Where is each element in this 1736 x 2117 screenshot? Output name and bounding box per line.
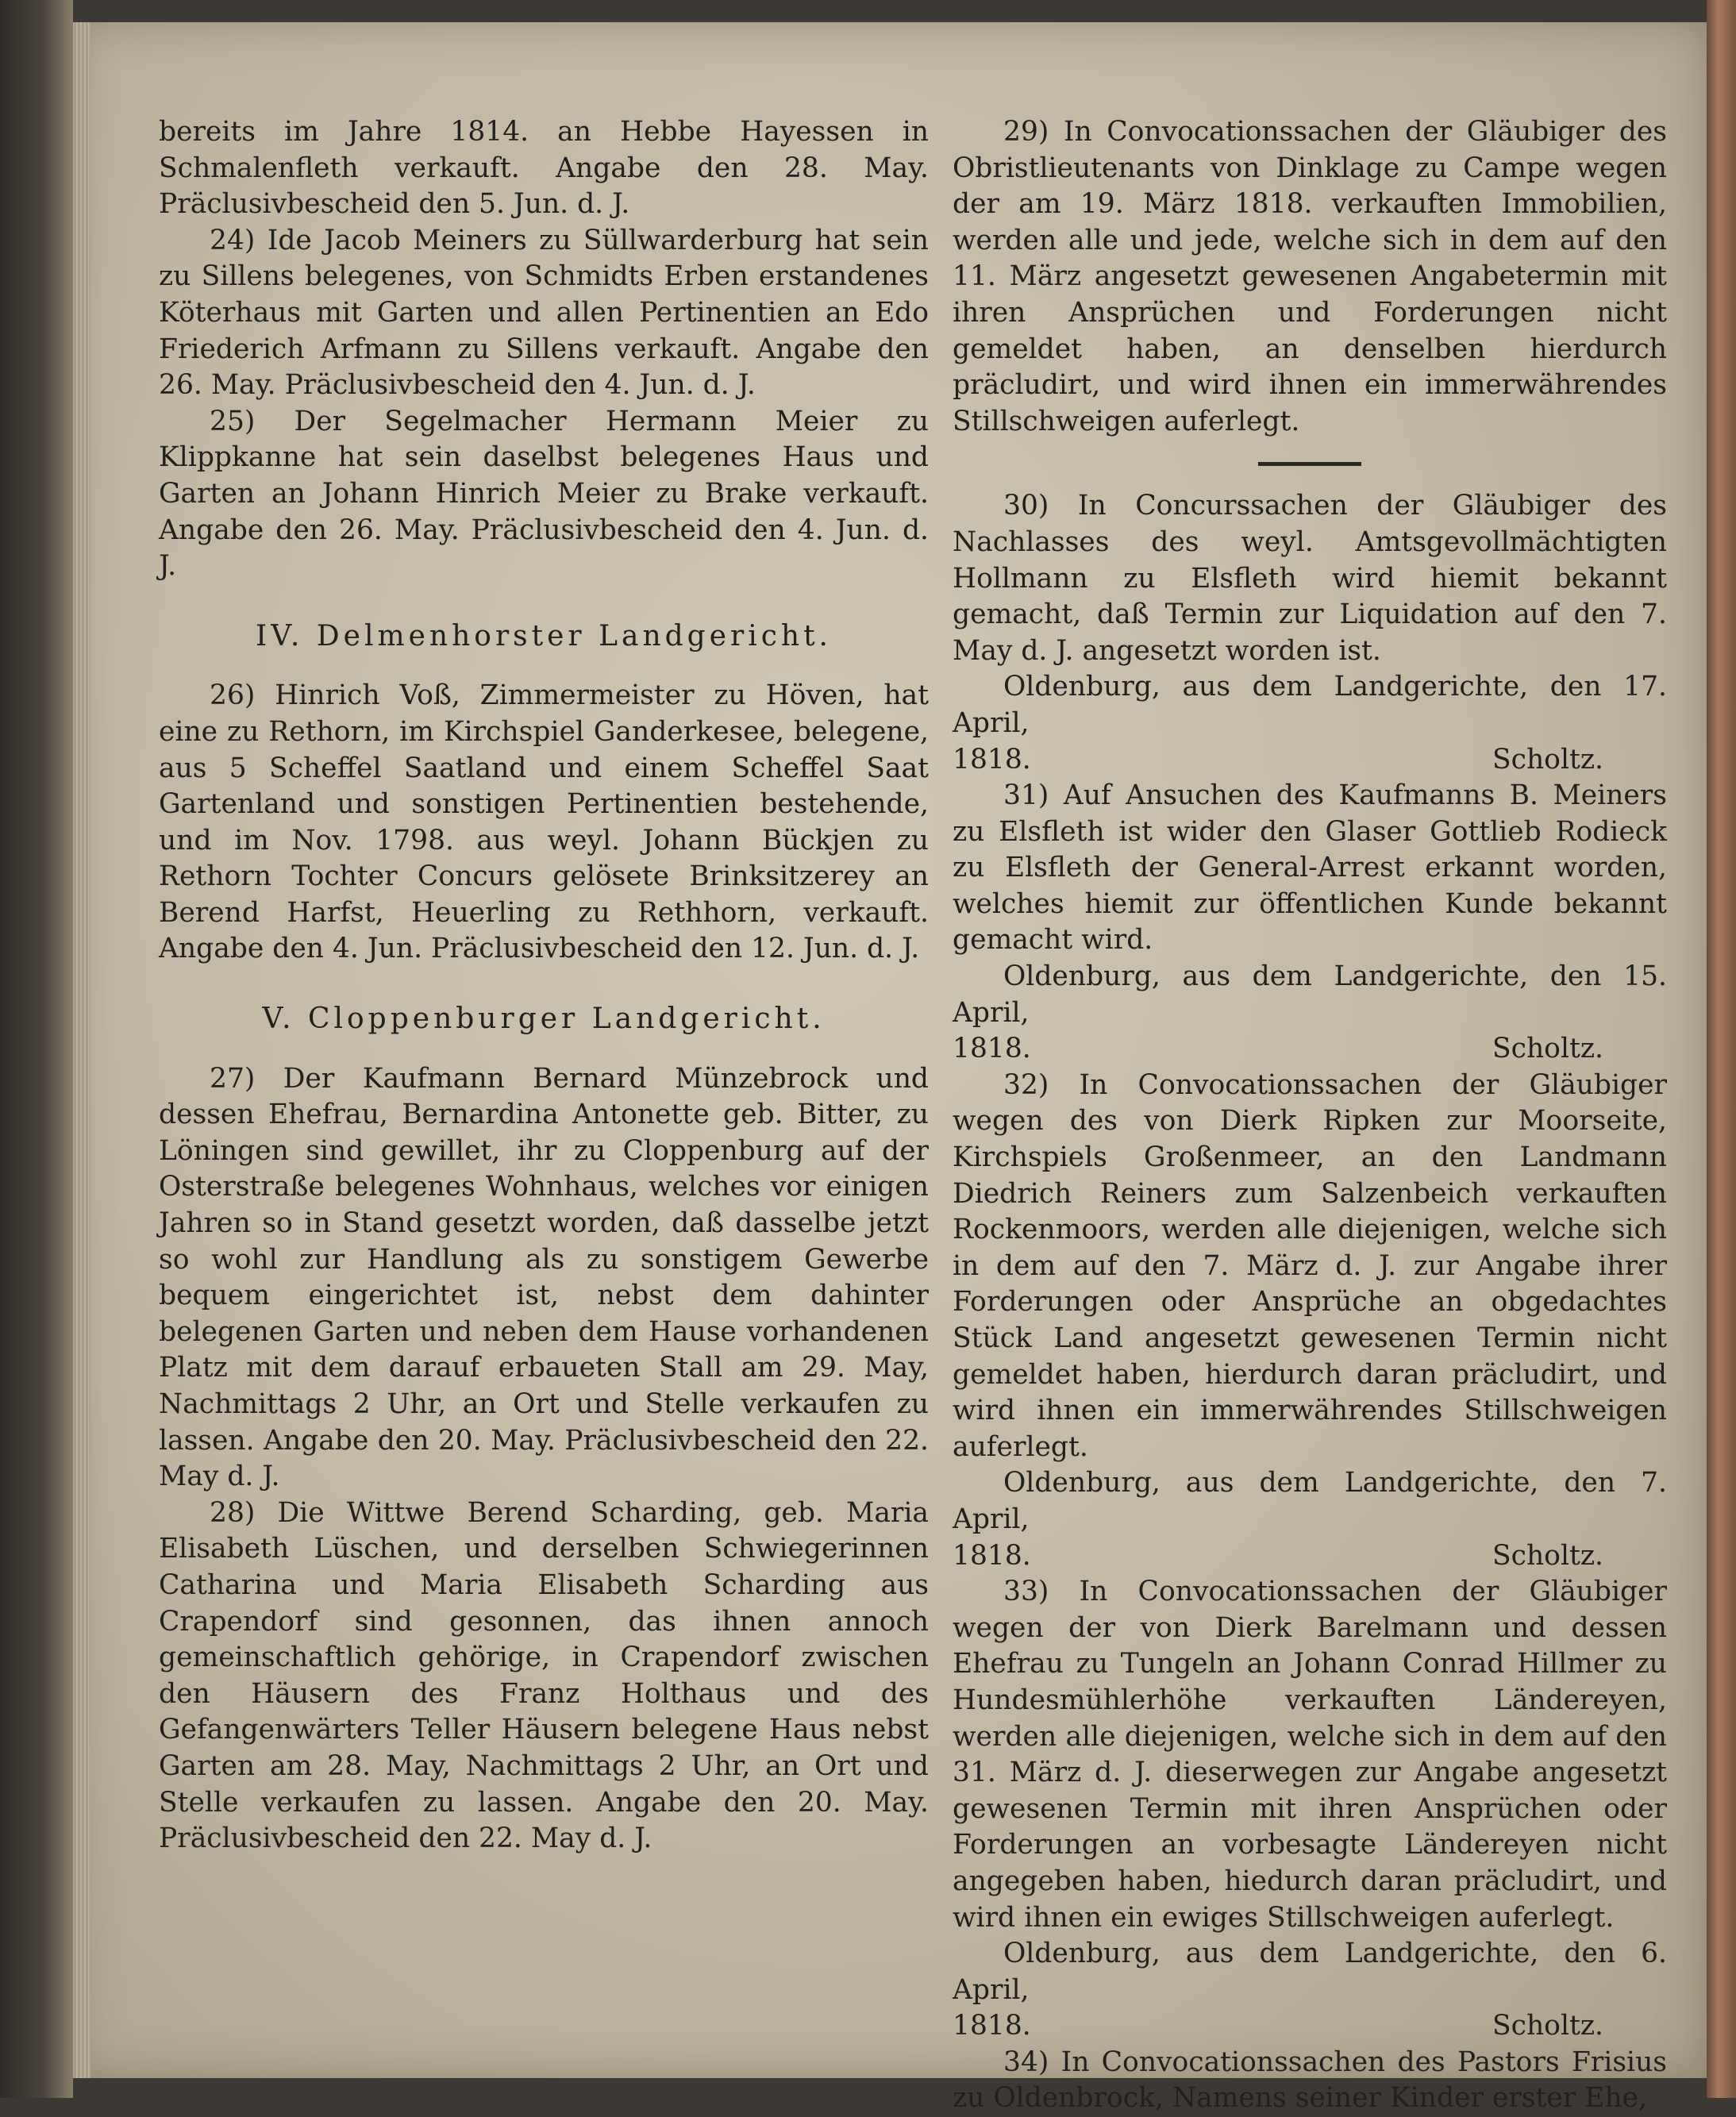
signature-line-32 — [953, 1538, 1667, 1575]
signature-line-33 — [953, 2008, 1667, 2045]
place-date-31: Oldenburg, aus dem Landgerichte, den 15. April, — [953, 960, 1667, 1029]
paragraph-33: 33) In Convocationssachen der Gläubiger wegen der von Dierk Barelmann und dessen Ehefrau zu Tungeln an Johann Conrad Hillmer zu Hundesmühlerhöhe verkauften Ländereyen, werden alle diejenigen, welche sich in dem auf den 31. März d. J. dieserwegen zur Angabe angesetzt gewesenen Termin mit ihren Ansprüchen oder Forderungen an vorbesagte Ländereyen nicht angegeben haben, hiedurch daran präcludirt, und wird ihnen ein ewiges Stillschweigen auferlegt. — [953, 1576, 1667, 1934]
page-edges — [73, 22, 90, 2078]
signature-32: Scholtz. — [1492, 1539, 1603, 1572]
place-date-33: Oldenburg, aus dem Landgerichte, den 6. April, — [953, 1938, 1667, 2006]
section-heading-cloppenburg: V. Cloppenburger Landgericht. — [262, 1003, 826, 1036]
signature-30: Scholtz. — [1492, 743, 1603, 776]
signature-31: Scholtz. — [1492, 1033, 1603, 1065]
place-date-30: Oldenburg, aus dem Landgerichte, den 17. April, — [953, 671, 1667, 739]
paragraph-26: 26) Hinrich Voß, Zimmermeister zu Höven, hat eine zu Rethorn, im Kirchspiel Ganderkesee, belegene, aus 5 Scheffel Saatland und einem Scheffel Saat Gartenland und sonstigen Pertinentien bestehende, und im Nov. 1798. aus weyl. Johann Bückjen zu Rethorn Tochter Concurs gelösete Brinksitzerey an Berend Harfst, Heuerling zu Rethhorn, verkauft. Angabe den 4. Jun. Präclusivbescheid den 12. Jun. d. J. — [159, 679, 929, 965]
left-column — [159, 114, 929, 1857]
paragraph-32: 32) In Convocationssachen der Gläubiger wegen des von Dierk Ripken zur Moorseite, Kirchspiels Großenmeer, an den Landmann Diedrich Reiners zum Salzenbeich verkauften Rockenmoors, werden alle diejenigen, welche sich in dem auf den 7. März d. J. zur Angabe ihrer Forderungen oder Ansprüche an obgedachtes Stück Land angesetzt gewesenen Termin nicht gemeldet haben, hierdurch daran präcludirt, und wird ihnen ein immerwährendes Stillschweigen auferlegt. — [953, 1068, 1667, 1463]
paragraph-28: 28) Die Wittwe Berend Scharding, geb. Maria Elisabeth Lüschen, und derselben Schwiegerinnen Catharina und Maria Elisabeth Scharding aus Crapendorf sind gesonnen, das ihnen annoch gemeinschaftlich gehörige, in Crapendorf zwischen den Häusern des Franz Holthaus und des Gefangenwärters Teller Häusern belegene Haus nebst Garten am 28. May, Nachmittags 2 Uhr, an Ort und Stelle verkaufen zu lassen. Angabe den 20. May. Präclusivbescheid den 22. May d. J. — [159, 1496, 929, 1855]
paragraph-27: 27) Der Kaufmann Bernard Münzebrock und dessen Ehefrau, Bernardina Antonette geb. Bitter, zu Löningen sind gewillet, ihr zu Cloppenburg auf der Osterstraße belegenes Wohnhaus, welches vor einigen Jahren so in Stand gesetzt worden, daß dasselbe jetzt so wohl zur Handlung als zu sonstigem Gewerbe bequem eingerichtet ist, nebst dem dahinter belegenen Garten und neben dem Hause vorhandenen Platz mit dem darauf erbaueten Stall am 29. May, Nachmittags 2 Uhr, an Ort und Stelle verkaufen zu lassen. Angabe den 20. May. Präclusivbescheid den 22. May d. J. — [159, 1062, 929, 1493]
paragraph-continuation: bereits im Jahre 1814. an Hebbe Hayessen in Schmalenfleth verkauft. Angabe den 28. May. Präclusivbescheid den 5. Jun. d. J. — [159, 116, 929, 221]
paragraph-29: 29) In Convocationssachen der Gläubiger des Obristlieutenants von Dinklage zu Campe wegen der am 19. März 1818. verkauften Immobilien, werden alle und jede, welche sich in dem auf den 11. März angesetzt gewesenen Angabetermin mit ihren Ansprüchen und Forderungen nicht gemeldet haben, an denselben hierdurch präcludirt, und wird ihnen ein immerwährendes Stillschweigen auferlegt. — [953, 116, 1667, 437]
paragraph-31: 31) Auf Ansuchen des Kaufmanns B. Meiners zu Elsfleth ist wider den Glaser Gottlieb Rodieck zu Elsfleth der General-Arrest erkannt worden, welches hiemit zur öffentlichen Kunde bekannt gemacht wird. — [953, 779, 1667, 956]
signature-line-30 — [953, 742, 1667, 779]
paragraph-30: 30) In Concurssachen der Gläubiger des Nachlasses des weyl. Amtsgevollmächtigten Hollmann zu Elsfleth wird hiemit bekannt gemacht, daß Termin zur Liquidation auf den 7. May d. J. angesetzt worden ist. — [953, 490, 1667, 667]
place-date-32: Oldenburg, aus dem Landgerichte, den 7. April, — [953, 1467, 1667, 1535]
year-30: 1818. — [953, 743, 1031, 776]
year-31: 1818. — [953, 1033, 1031, 1065]
year-32: 1818. — [953, 1539, 1031, 1572]
year-33: 1818. — [953, 2010, 1031, 2042]
facing-page-edge — [1707, 0, 1736, 2098]
paragraph-25: 25) Der Segelmacher Hermann Meier zu Klippkanne hat sein daselbst belegenes Haus und Garten an Johann Hinrich Meier zu Brake verkauft. Angabe den 26. May. Präclusivbescheid den 4. Jun. d. J. — [159, 405, 929, 583]
section-rule — [1258, 462, 1361, 466]
signature-33: Scholtz. — [1492, 2010, 1603, 2042]
paragraph-24: 24) Ide Jacob Meiners zu Süllwarderburg hat sein zu Sillens belegenes, von Schmidts Erben erstandenes Köterhaus mit Garten und allen Pertinentien an Edo Friederich Arfmann zu Sillens verkauft. Angabe den 26. May. Präclusivbescheid den 4. Jun. d. J. — [159, 224, 929, 402]
signature-line-31 — [953, 1031, 1667, 1068]
right-column — [953, 114, 1667, 2117]
section-heading-delmenhorst: IV. Delmenhorster Landgericht. — [255, 619, 833, 652]
paragraph-34: 34) In Convocationssachen des Pastors Frisius zu Oldenbrock, Namens seiner Kinder erster Ehe, — [953, 2046, 1667, 2115]
book-binding-left — [0, 0, 73, 2098]
